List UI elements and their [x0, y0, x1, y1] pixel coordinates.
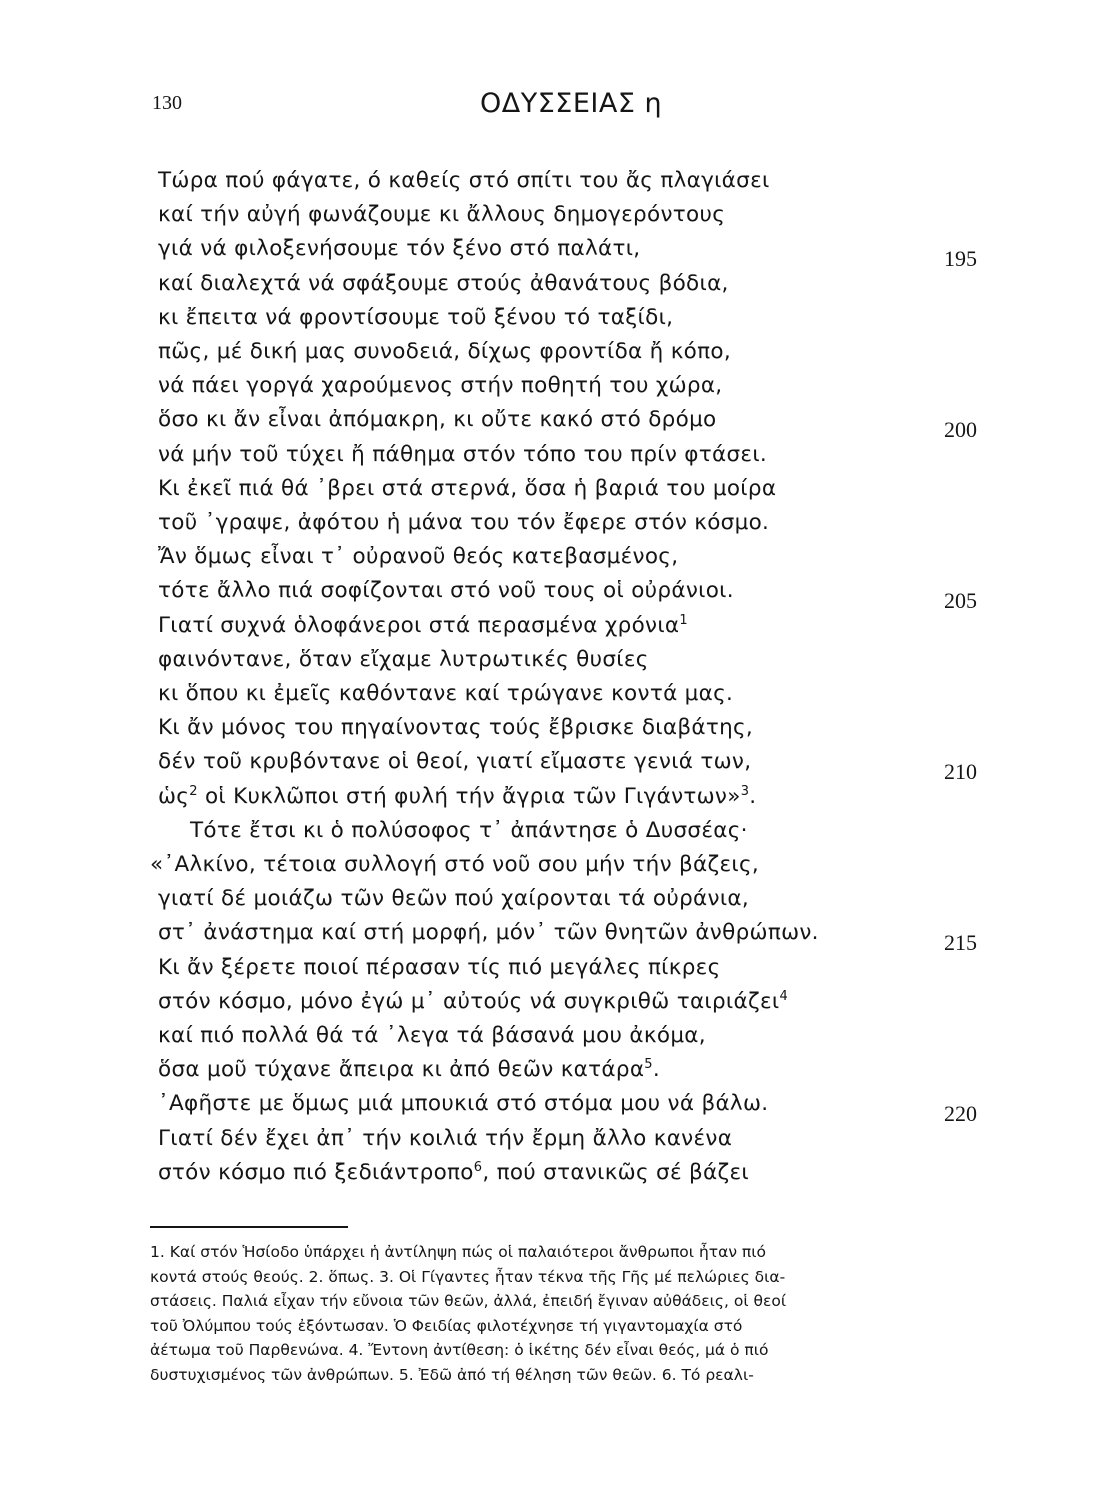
- verse-text: φαινόντανε, ὅταν εἴχαμε λυτρωτικές θυσίες: [158, 646, 649, 672]
- verse-line: [158, 166, 770, 196]
- running-title: ΟΔΥΣΣΕΙΑΣ η: [480, 88, 663, 119]
- footnote-marker: 2: [189, 783, 198, 799]
- verse-text: δέν τοῦ κρυβόντανε οἱ θεοί, γιατί εἴμαστε γενιά των,: [158, 749, 752, 775]
- page-number: 130: [152, 92, 182, 114]
- footnote-marker: 5: [644, 1057, 653, 1073]
- verse-line: [158, 1124, 732, 1154]
- verse-line: [158, 679, 733, 709]
- line-number: 215: [944, 930, 977, 956]
- footnote-marker: 6: [473, 1159, 483, 1175]
- verse-punctuation: .: [749, 783, 757, 809]
- line-number: 220: [944, 1101, 977, 1127]
- footnote-line: 1. Καί στόν Ἡσίοδο ὑπάρχει ἡ ἀντίληψη πώς οἱ παλαιότεροι ἄνθρωποι ἦταν πιό: [150, 1243, 766, 1261]
- footnote-line: κοντά στούς θεούς. 2. ὅπως. 3. Οἱ Γίγαντες ἦταν τέκνα τῆς Γῆς μέ πελώριες δια-: [150, 1267, 786, 1286]
- verse-punctuation: .: [652, 1057, 661, 1083]
- verse-line: [158, 884, 749, 914]
- footnote-divider: [150, 1226, 348, 1228]
- verse-line: [158, 918, 819, 948]
- verse-text: Κι ἐκεῖ πιά θά ᾿βρει στά στερνά, ὅσα ἡ βαριά του μοίρα: [158, 475, 777, 501]
- verse-text: Γιατί δέν ἔχει ἀπ᾿ τήν κοιλιά τήν ἔρμη ἄλλο κανένα: [158, 1125, 733, 1151]
- verse-text: νά πάει γοργά χαρούμενος στήν ποθητή του χώρα,: [158, 373, 723, 399]
- verse-line: [158, 611, 688, 641]
- verse-text: γιά νά φιλοξενήσουμε τόν ξένο στό παλάτι,: [158, 236, 641, 262]
- verse-text: καί πιό πολλά θά τά ᾿λεγα τά βάσανά μου ἀκόμα,: [158, 1023, 706, 1048]
- verse-text: κι ὅπου κι ἐμεῖς καθόντανε καί τρώγανε κοντά μας.: [158, 681, 734, 706]
- verse-line: [158, 645, 649, 675]
- verse-line: [158, 1021, 706, 1051]
- verse-text: Ἄν ὅμως εἶναι τ᾿ οὐρανοῦ θεός κατεβασμένος,: [158, 544, 679, 570]
- line-number: 210: [944, 759, 977, 785]
- verse-line: [158, 747, 751, 777]
- line-number: 195: [944, 246, 977, 272]
- verse-line: [158, 200, 725, 230]
- verse-text: καί διαλεχτά νά σφάξουμε στούς ἀθανάτους βόδια,: [158, 270, 729, 296]
- verse-text: Κι ἄν μόνος του πηγαίνοντας τούς ἔβρισκε διαβάτης,: [158, 715, 754, 741]
- verse-text: Τότε ἔτσι κι ὁ πολύσοφος τ᾿ ἀπάντησε ὁ Δυσσέας·: [190, 817, 748, 843]
- footnote-line: στάσεις. Παλιά εἶχαν τήν εὔνοια τῶν θεῶν, ἀλλά, ἐπειδή ἔγιναν αὐθάδεις, οἱ θεοί: [150, 1292, 787, 1310]
- verse-text: ᾿Αφῆστε με ὅμως μιά μπουκιά στό στόμα μου νά βάλω.: [158, 1091, 769, 1117]
- verse-text: Γιατί συχνά ὁλοφάνεροι στά περασμένα χρόνια: [158, 612, 680, 638]
- verse-line: [158, 508, 769, 538]
- verse-text: τοῦ ᾿γραψε, ἀφότου ἡ μάνα του τόν ἔφερε στόν κόσμο.: [158, 510, 770, 535]
- verse-text: κι ἔπειτα νά φροντίσουμε τοῦ ξένου τό ταξίδι,: [158, 304, 674, 330]
- verse-line: [158, 782, 756, 812]
- verse-line: [158, 953, 721, 983]
- line-number: 200: [944, 417, 977, 443]
- verse-line: [158, 474, 776, 504]
- footnote-marker: 4: [779, 988, 789, 1004]
- verse-text: καί τήν αὐγή φωνάζουμε κι ἄλλους δημογερόντους: [158, 202, 726, 228]
- footnote-marker: 1: [679, 612, 688, 628]
- verse-text-continued: , πού στανικῶς σέ βάζει: [482, 1159, 750, 1185]
- verse-text: στ᾿ ἀνάστημα καί στή μορφή, μόν᾿ τῶν θνητῶν ἀνθρώπων.: [158, 920, 819, 946]
- verse-line: [158, 576, 734, 606]
- verse-text: ὅσα μοῦ τύχανε ἄπειρα κι ἀπό θεῶν κατάρα: [158, 1057, 645, 1083]
- verse-line: [158, 269, 729, 299]
- line-number: 205: [944, 588, 977, 614]
- footnote-line: τοῦ Ὀλύμπου τούς ἐξόντωσαν. Ὁ Φειδίας φιλοτέχνησε τή γιγαντομαχία στό: [150, 1316, 743, 1335]
- footnote-line: δυστυχισμένος τῶν ἀνθρώπων. 5. Ἐδῶ ἀπό τή θέληση τῶν θεῶν. 6. Τό ρεαλι-: [150, 1365, 754, 1384]
- verse-line: [158, 337, 731, 367]
- verse-line: [158, 234, 640, 264]
- verse-text: στόν κόσμο πιό ξεδιάντροπο: [158, 1159, 474, 1185]
- verse-text: τότε ἄλλο πιά σοφίζονται στό νοῦ τους οἱ οὐράνιοι.: [158, 578, 734, 604]
- verse-line: [158, 542, 678, 572]
- footnote-marker: 3: [740, 783, 750, 799]
- verse-line: [150, 850, 759, 880]
- verse-line: [158, 1089, 768, 1119]
- verse-text: γιατί δέ μοιάζω τῶν θεῶν πού χαίρονται τά οὐράνια,: [158, 886, 749, 912]
- verse-line: [158, 405, 717, 435]
- verse-text: νά μήν τοῦ τύχει ἤ πάθημα στόν τόπο του πρίν φτάσει.: [158, 441, 768, 467]
- verse-text: Τώρα πού φάγατε, ό καθείς στό σπίτι του ἄς πλαγιάσει: [158, 168, 770, 193]
- verse-text: Κι ἄν ξέρετε ποιοί πέρασαν τίς πιό μεγάλες πίκρες: [158, 954, 721, 980]
- verse-line: [158, 371, 722, 401]
- verse-line: [158, 1055, 660, 1085]
- footnote-line: ἀέτωμα τοῦ Παρθενώνα. 4. Ἔντονη ἀντίθεση: ὁ ἱκέτης δέν εἶναι θεός, μά ὁ πιό: [150, 1341, 769, 1359]
- verse-line: [158, 987, 788, 1017]
- verse-text: στόν κόσμο, μόνο ἐγώ μ᾿ αὐτούς νά συγκριθῶ ταιριάζει: [158, 988, 780, 1014]
- verse-line: [158, 303, 673, 333]
- verse-text: «᾿Αλκίνο, τέτοια συλλογή στό νοῦ σου μήν τήν βάζεις,: [150, 852, 760, 877]
- footnotes: [150, 1240, 982, 1387]
- verse-line: [190, 816, 748, 846]
- verse-text-continued: οἱ Κυκλῶποι στή φυλή τήν ἄγρια τῶν Γιγάντων»: [197, 783, 741, 809]
- verse-line: [158, 440, 767, 470]
- verse-text: ὅσο κι ἄν εἶναι ἀπόμακρη, κι οὔτε κακό στό δρόμο: [158, 407, 717, 433]
- verse-line: [158, 1158, 749, 1188]
- verse-text: ὡς: [158, 783, 190, 809]
- verse-text: πῶς, μέ δική μας συνοδειά, δίχως φροντίδα ἤ κόπο,: [158, 339, 731, 364]
- verse-line: [158, 713, 753, 743]
